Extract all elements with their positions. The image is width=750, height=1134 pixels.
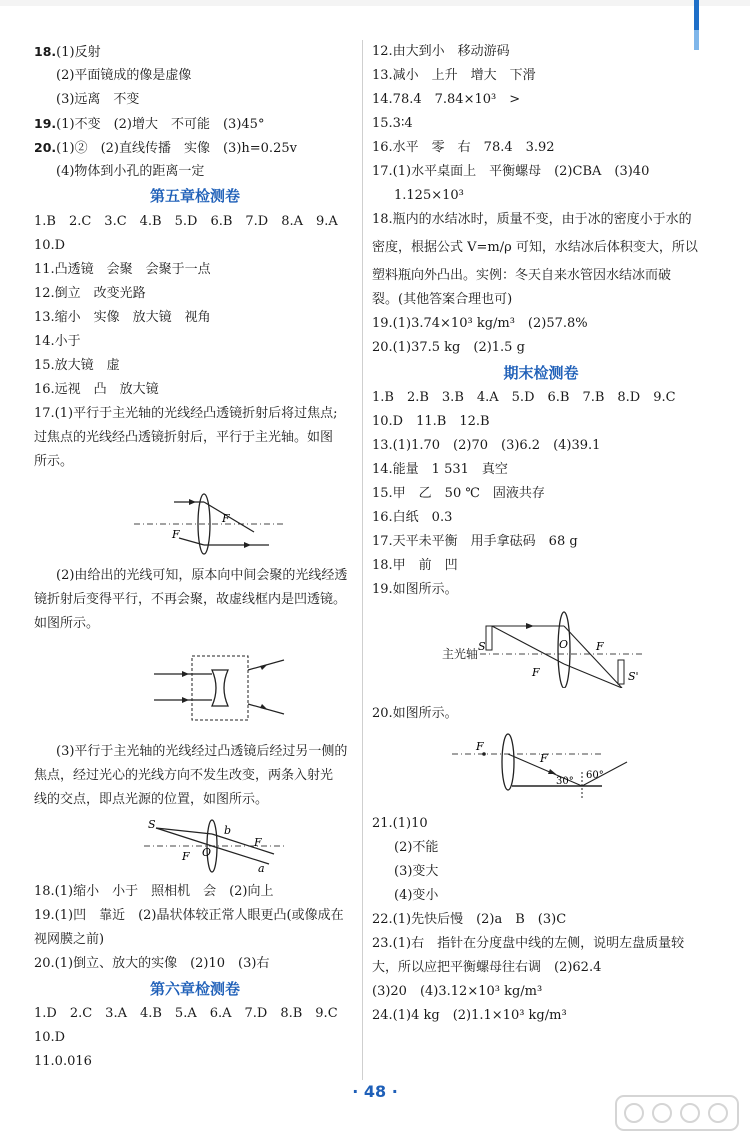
answer-line: 20.(1)37.5 kg (2)1.5 g [372, 340, 525, 355]
q18-line-3: (3)远离 不变 [56, 92, 140, 107]
ray-b-label: b [224, 824, 232, 837]
ch5-answer-row: 12.倒立 改变光路 [34, 286, 146, 301]
q17-3-line: (3)平行于主光轴的光线经过凸透镜后经过另一侧的 [56, 744, 348, 759]
ray-a-label: a [258, 862, 265, 875]
final-answer-row: 10.D 11.B 12.B [372, 414, 490, 429]
angle-60-label: 60° [586, 770, 604, 781]
ch5-answer-row: 10.D [34, 238, 66, 253]
q17-2-line: (2)由给出的光线可知，原本向中间会聚的光线经透 [56, 568, 348, 583]
ch6-answer-row: 11.0.016 [34, 1054, 92, 1069]
convex-lens-diagram-1 [134, 490, 284, 560]
tail-line: 大，所以应把平衡螺母往右调 (2)62.4 [372, 960, 602, 975]
ch5-answer-row: 1.B 2.C 3.C 4.B 5.D 6.B 7.D 8.A 9.A [34, 214, 338, 229]
answer-line: 18.瓶内的水结冰时，质量不变，由于冰的密度小于水的 [372, 212, 692, 227]
watermark-logo [612, 1092, 742, 1134]
ch5-answer-row: 15.放大镜 虚 [34, 358, 120, 373]
answer-line: 17.(1)水平桌面上 平衡螺母 (2)CBA (3)40 [372, 164, 650, 179]
ch5-answer-row: 11.凸透镜 会聚 会聚于一点 [34, 262, 211, 277]
q17-3-line: 线的交点，即点光源的位置，如图所示。 [34, 792, 269, 807]
tail-line: (3)变大 [394, 864, 439, 879]
object-label: S [478, 640, 486, 653]
point-source-diagram [144, 816, 284, 876]
focus-label: F [172, 528, 180, 541]
tail-line: 20.(1)倒立、放大的实像 (2)10 (3)右 [34, 956, 270, 971]
tail-line: 22.(1)先快后慢 (2)a B (3)C [372, 912, 567, 927]
q17-2-line: 镜折射后变得平行，不再会聚，故虚线框内是凹透镜。 [34, 592, 347, 607]
focus-label: F [540, 752, 548, 765]
final-answer-row: 18.甲 前 凹 [372, 558, 458, 573]
main-axis-label: 主光轴 [442, 647, 479, 661]
q17-2-line: 如图所示。 [34, 616, 100, 631]
edge-mark-light [694, 30, 699, 50]
lens-mirror-diagram [452, 732, 632, 802]
ch6-answer-row: 10.D [34, 1030, 66, 1045]
ch5-answer-row: 13.缩小 实像 放大镜 视角 [34, 310, 211, 325]
tail-line: 24.(1)4 kg (2)1.1×10³ kg/m³ [372, 1008, 567, 1023]
concave-lens-diagram [154, 652, 294, 728]
final-answer-row: 16.白纸 0.3 [372, 510, 453, 525]
angle-30-label: 30° [556, 776, 574, 787]
ch5-answer-row: 过焦点的光线经凸透镜折射后，平行于主光轴。如图 [34, 430, 334, 445]
image-label: S' [628, 670, 639, 683]
tail-line: (4)变小 [394, 888, 439, 903]
final-answer-row: 19.如图所示。 [372, 582, 458, 597]
ch6-answer-row: 1.D 2.C 3.A 4.B 5.A 6.A 7.D 8.B 9.C [34, 1006, 338, 1021]
answer-line: 19.(1)3.74×10³ kg/m³ (2)57.8% [372, 316, 588, 331]
chapter5-title: 第五章检测卷 [149, 187, 240, 205]
focus-label: F [222, 512, 230, 525]
column-divider [362, 40, 363, 1080]
focus-label: F [182, 850, 190, 863]
ch5-answer-row: 14.小于 [34, 334, 81, 349]
final-exam-title: 期末检测卷 [503, 364, 579, 382]
final-answer-row: 17.天平未平衡 用手拿砝码 68 g [372, 534, 578, 549]
q20-line: 20.如图所示。 [372, 706, 458, 721]
focus-label: F [596, 640, 604, 653]
answer-line: 12.由大到小 移动游码 [372, 44, 510, 59]
tail-line: 18.(1)缩小 小于 照相机 会 (2)向上 [34, 884, 274, 899]
answer-line: 1.125×10³ [394, 188, 464, 203]
q19-line: 19.(1)不变 (2)增大 不可能 (3)45° [34, 116, 265, 132]
answer-line: 15.3∶4 [372, 116, 413, 131]
q20-line-2: (4)物体到小孔的距离一定 [56, 164, 205, 179]
answer-line: 14.78.4 7.84×10³ > [372, 92, 521, 107]
optical-center-label: O [559, 638, 569, 651]
edge-mark [694, 0, 699, 30]
q18-line-2: (2)平面镜成的像是虚像 [56, 68, 192, 83]
focus-label: F [254, 836, 262, 849]
source-label: S [148, 818, 156, 831]
q17-3-line: 焦点，经过光心的光线方向不发生改变，两条入射光 [34, 768, 334, 783]
final-answer-row: 15.甲 乙 50 ℃ 固液共存 [372, 486, 545, 501]
ch5-answer-row: 17.(1)平行于主光轴的光线经凸透镜折射后将过焦点; [34, 406, 338, 421]
q18-line: 18.(1)反射 [34, 44, 101, 60]
optical-center-label: O [202, 846, 212, 859]
answer-line: 塑料瓶向外凸出。实例：冬天自来水管因水结冰而破 [372, 268, 672, 283]
ch5-answer-row: 16.远视 凸 放大镜 [34, 382, 159, 397]
tail-line: (3)20 (4)3.12×10³ kg/m³ [372, 984, 543, 999]
final-answer-row: 1.B 2.B 3.B 4.A 5.D 6.B 7.B 8.D 9.C [372, 390, 676, 405]
tail-line: 视网膜之前) [34, 932, 105, 947]
answer-line: 13.减小 上升 增大 下滑 [372, 68, 536, 83]
focus-label: F [532, 666, 540, 679]
answer-line: 密度，根据公式 V=m/ρ 可知，水结冰后体积变大，所以 [372, 240, 698, 255]
ch5-answer-row: 所示。 [34, 454, 74, 469]
answer-line: 16.水平 零 右 78.4 3.92 [372, 140, 555, 155]
answer-line: 裂。(其他答案合理也可) [372, 292, 513, 307]
tail-line: 21.(1)10 [372, 816, 428, 831]
tail-line: (2)不能 [394, 840, 439, 855]
tail-line: 19.(1)凹 靠近 (2)晶状体较正常人眼更凸(或像成在 [34, 908, 344, 923]
q20-line: 20.(1)② (2)直线传播 实像 (3)h=0.25v [34, 140, 297, 156]
top-strip [0, 0, 750, 6]
page-number: · 48 · [352, 1082, 398, 1101]
final-answer-row: 14.能量 1 531 真空 [372, 462, 508, 477]
chapter6-title: 第六章检测卷 [149, 980, 240, 998]
final-answer-row: 13.(1)1.70 (2)70 (3)6.2 (4)39.1 [372, 438, 601, 453]
tail-line: 23.(1)右 指针在分度盘中线的左侧，说明左盘质量较 [372, 936, 685, 951]
focus-label: F [476, 740, 484, 753]
